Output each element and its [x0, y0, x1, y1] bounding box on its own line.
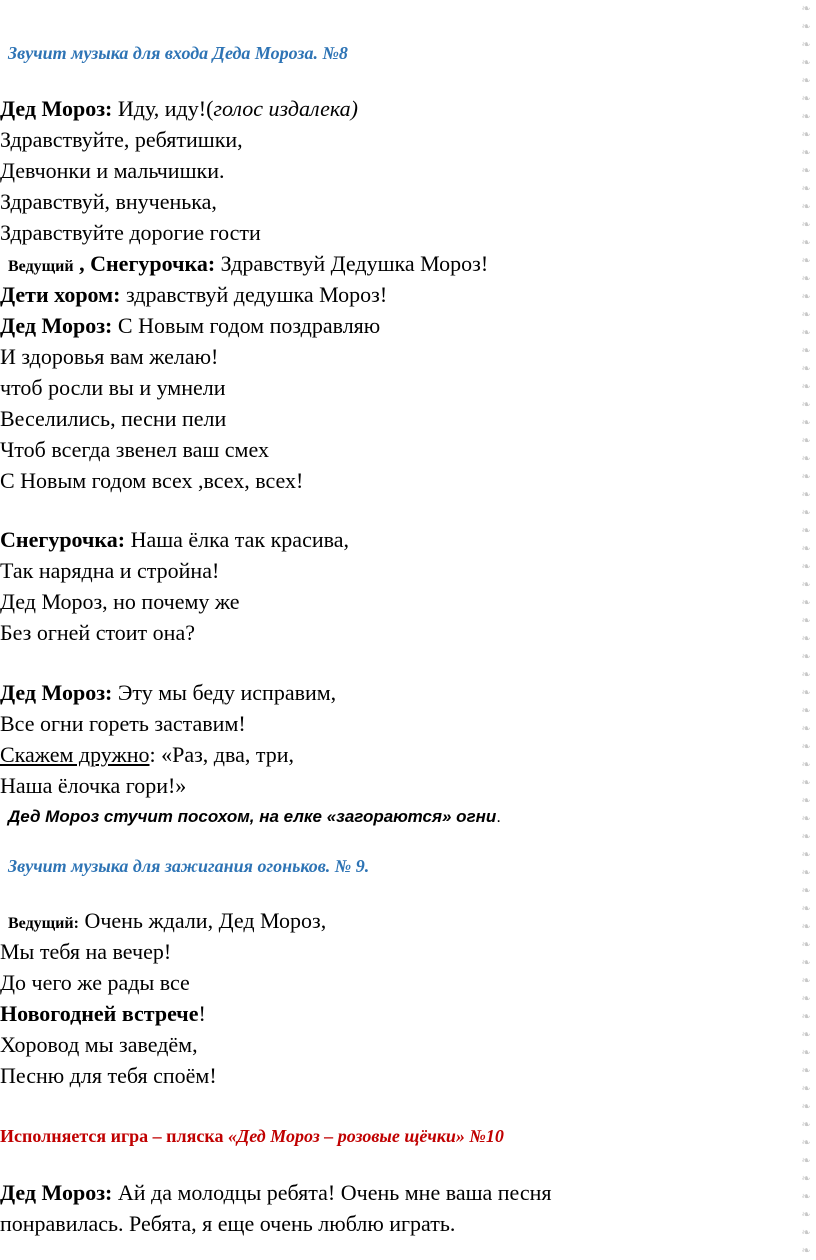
verse-line: До чего же рады все: [0, 970, 190, 995]
line-ded-moroz-4: Дед Мороз: Ай да молодцы ребята! Очень мне ваша песня: [0, 1180, 552, 1205]
border-ornament-icon: ❧: [801, 650, 811, 663]
border-ornament-icon: ❧: [801, 866, 811, 879]
border-ornament-icon: ❧: [801, 632, 811, 645]
border-ornament-icon: ❧: [801, 974, 811, 987]
border-ornament-icon: ❧: [801, 110, 811, 123]
speaker-label: Дед Мороз:: [0, 680, 113, 705]
border-ornament-icon: ❧: [801, 2, 811, 15]
stage-note-music-9: Звучит музыка для зажигания огоньков. № 9.: [8, 856, 370, 876]
line-ded-moroz-3: Дед Мороз: Эту мы беду исправим,: [0, 680, 337, 705]
border-ornament-icon: ❧: [801, 812, 811, 825]
border-ornament-icon: ❧: [801, 848, 811, 861]
border-ornament-icon: ❧: [801, 416, 811, 429]
speaker-label: Дед Мороз:: [0, 1180, 113, 1205]
verse-line: Дед Мороз, но почему же: [0, 589, 240, 614]
verse-line: Здравствуйте дорогие гости: [0, 220, 261, 245]
border-ornament-icon: ❧: [801, 794, 811, 807]
border-ornament-icon: ❧: [801, 1190, 811, 1203]
speaker-label: Ведущий: [8, 258, 74, 275]
border-ornament-icon: ❧: [801, 380, 811, 393]
line-host-snegurochka: Ведущий , Снегурочка: Здравствуй Дедушка Мороз!: [8, 251, 489, 276]
border-ornament-icon: ❧: [801, 560, 811, 573]
border-ornament-icon: ❧: [801, 1226, 811, 1239]
speaker-label: Снегурочка:: [0, 527, 126, 552]
border-ornament-icon: ❧: [801, 290, 811, 303]
verse-line: понравилась. Ребята, я еще очень люблю играть.: [0, 1211, 456, 1236]
border-ornament-icon: ❧: [801, 758, 811, 771]
border-ornament-icon: ❧: [801, 20, 811, 33]
border-ornament-icon: ❧: [801, 38, 811, 51]
border-ornament-icon: ❧: [801, 956, 811, 969]
border-ornament-icon: ❧: [801, 830, 811, 843]
verse-line: Чтоб всегда звенел ваш смех: [0, 437, 269, 462]
stage-note-staff: Дед Мороз стучит посохом, на елке «загораются» огни.: [8, 807, 502, 826]
border-ornament-icon: ❧: [801, 1100, 811, 1113]
line-children: Дети хором: здравствуй дедушка Мороз!: [0, 282, 388, 307]
border-ornament-icon: ❧: [801, 254, 811, 267]
border-ornament-icon: ❧: [801, 344, 811, 357]
border-ornament-icon: ❧: [801, 398, 811, 411]
border-ornament-icon: ❧: [801, 1064, 811, 1077]
border-ornament-icon: ❧: [801, 776, 811, 789]
border-ornament-icon: ❧: [801, 704, 811, 717]
border-ornament-icon: ❧: [801, 308, 811, 321]
border-ornament-icon: ❧: [801, 1244, 811, 1257]
border-ornament-icon: ❧: [801, 686, 811, 699]
border-ornament-icon: ❧: [801, 362, 811, 375]
border-ornament-icon: ❧: [801, 1154, 811, 1167]
border-ornament-icon: ❧: [801, 488, 811, 501]
verse-line: Девчонки и мальчишки.: [0, 158, 225, 183]
verse-line: Новогодней встрече!: [0, 1001, 206, 1026]
speaker-label: Дети хором:: [0, 282, 121, 307]
verse-line: С Новым годом всех ,всех, всех!: [0, 468, 304, 493]
verse-line: Хоровод мы заведём,: [0, 1032, 198, 1057]
border-ornament-icon: ❧: [801, 596, 811, 609]
verse-line: Песню для тебя споём!: [0, 1063, 217, 1088]
verse-line: И здоровья вам желаю!: [0, 344, 219, 369]
border-ornament-icon: ❧: [801, 146, 811, 159]
border-ornament-icon: ❧: [801, 1172, 811, 1185]
border-ornament-icon: ❧: [801, 542, 811, 555]
border-ornament-icon: ❧: [801, 938, 811, 951]
verse-line: Без огней стоит она?: [0, 620, 195, 645]
verse-line: Здравствуйте, ребятишки,: [0, 127, 243, 152]
speaker-label: , Снегурочка:: [73, 251, 216, 276]
border-ornament-icon: ❧: [801, 578, 811, 591]
border-ornament-icon: ❧: [801, 272, 811, 285]
border-ornament-icon: ❧: [801, 884, 811, 897]
border-ornament-icon: ❧: [801, 182, 811, 195]
verse-line: чтоб росли вы и умнели: [0, 375, 226, 400]
border-ornament-icon: ❧: [801, 218, 811, 231]
border-ornament-icon: ❧: [801, 74, 811, 87]
verse-line: Наша ёлочка гори!»: [0, 773, 187, 798]
border-ornament-icon: ❧: [801, 164, 811, 177]
verse-line: Все огни гореть заставим!: [0, 711, 246, 736]
speaker-label: Дед Мороз:: [0, 96, 113, 121]
border-ornament-icon: ❧: [801, 434, 811, 447]
decorative-page-border: [800, 0, 812, 1257]
border-ornament-icon: ❧: [801, 236, 811, 249]
border-ornament-icon: ❧: [801, 668, 811, 681]
stage-note-game-10: Исполняется игра – пляска «Дед Мороз – розовые щёчки» №10: [0, 1126, 504, 1146]
border-ornament-icon: ❧: [801, 920, 811, 933]
border-ornament-icon: ❧: [801, 1082, 811, 1095]
speaker-label: Ведущий:: [8, 915, 79, 932]
verse-line: Здравствуй, внученька,: [0, 189, 217, 214]
border-ornament-icon: ❧: [801, 524, 811, 537]
line-host: Ведущий: Очень ждали, Дед Мороз,: [8, 908, 327, 933]
verse-line: Мы тебя на вечер!: [0, 939, 172, 964]
border-ornament-icon: ❧: [801, 722, 811, 735]
line-ded-moroz-1: Дед Мороз: Иду, иду!(голос издалека): [0, 96, 358, 121]
border-ornament-icon: ❧: [801, 1208, 811, 1221]
verse-line: Скажем дружно: «Раз, два, три,: [0, 742, 294, 767]
border-ornament-icon: ❧: [801, 902, 811, 915]
border-ornament-icon: ❧: [801, 128, 811, 141]
border-ornament-icon: ❧: [801, 200, 811, 213]
border-ornament-icon: ❧: [801, 1118, 811, 1131]
border-ornament-icon: ❧: [801, 452, 811, 465]
line-snegurochka: Снегурочка: Наша ёлка так красива,: [0, 527, 349, 552]
border-ornament-icon: ❧: [801, 506, 811, 519]
border-ornament-icon: ❧: [801, 326, 811, 339]
line-ded-moroz-2: Дед Мороз: С Новым годом поздравляю: [0, 313, 381, 338]
border-ornament-icon: ❧: [801, 92, 811, 105]
border-ornament-icon: ❧: [801, 1010, 811, 1023]
border-ornament-icon: ❧: [801, 1136, 811, 1149]
border-ornament-icon: ❧: [801, 1046, 811, 1059]
border-ornament-icon: ❧: [801, 1028, 811, 1041]
border-ornament-icon: ❧: [801, 992, 811, 1005]
border-ornament-icon: ❧: [801, 614, 811, 627]
stage-note-music-8: Звучит музыка для входа Деда Мороза. №8: [8, 43, 348, 63]
border-ornament-icon: ❧: [801, 740, 811, 753]
border-ornament-icon: ❧: [801, 470, 811, 483]
verse-line: Веселились, песни пели: [0, 406, 227, 431]
speaker-label: Дед Мороз:: [0, 313, 113, 338]
verse-line: Так нарядна и стройна!: [0, 558, 220, 583]
border-ornament-icon: ❧: [801, 56, 811, 69]
